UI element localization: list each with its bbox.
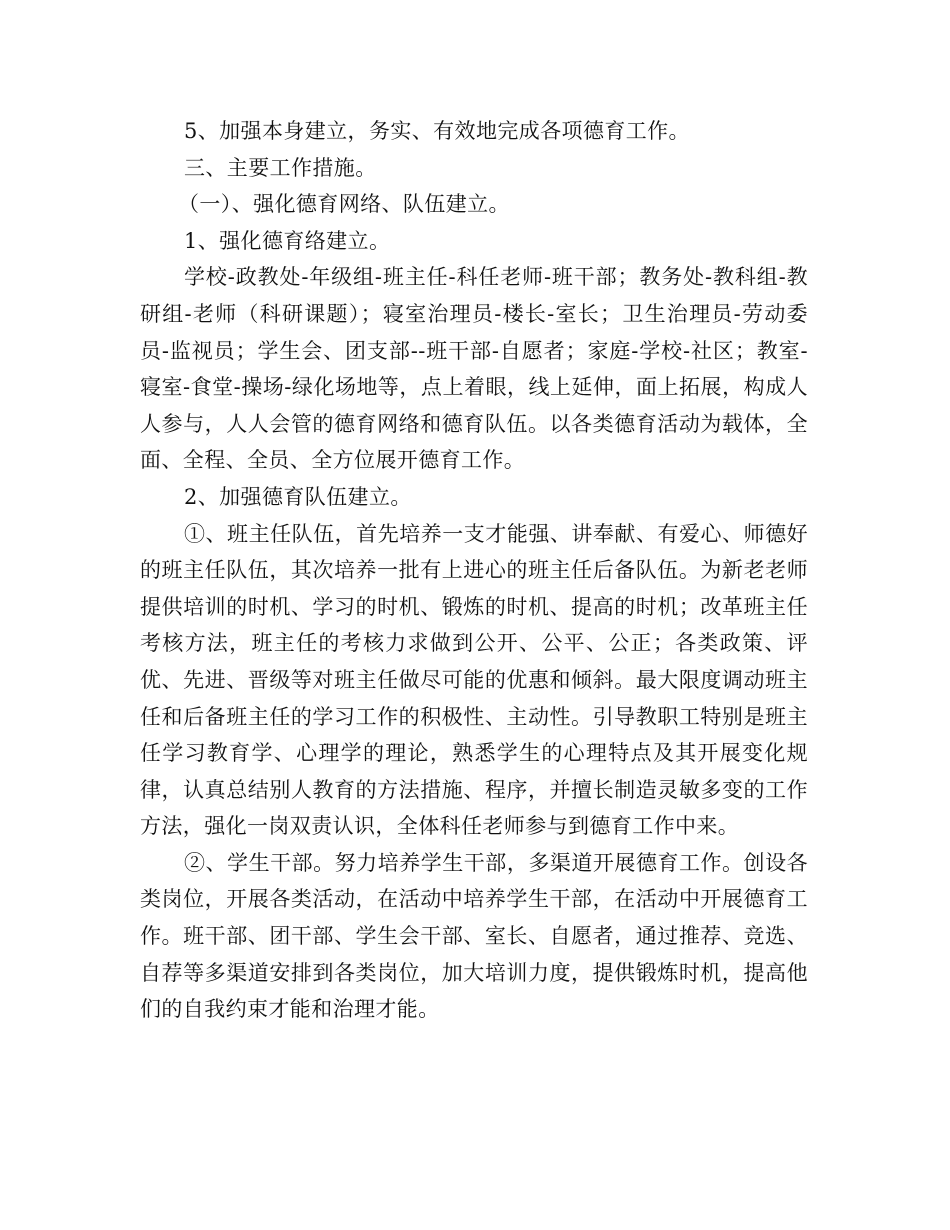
section-heading-main-measures: 三、主要工作措施。 <box>184 155 377 180</box>
paragraph-student-cadres: ②、学生干部。努力培养学生干部，多渠道开展德育工作。创设各类岗位，开展各类活动，在活动中培养学生干部，在活动中开展德育工作。班干部、团干部、学生会干部、室长、自愿者，通过推荐、竞选、自荐等多渠道安排到各类岗位，加大培训力度，提供锻炼时机，提高他们的自我约束才能和治理才能。 <box>140 850 808 1022</box>
paragraph-network-description: 学校-政教处-年级组-班主任-科任老师-班干部；教务处-教科组-教研组-老师（科研课题）；寝室治理员-楼长-室长；卫生治理员-劳动委员-监视员；学生会、团支部--班干部-自愿者；家庭-学校-社区；教室-寝室-食堂-操场-绿化场地等，点上着眼，线上延伸，面上拓展，构成人人参与，人人会管的德育网络和德育队伍。以各类德育活动为载体，全面、全程、全员、全方位展开德育工作。 <box>140 265 808 473</box>
document-body <box>140 113 808 1028</box>
paragraph-head-teacher-team: ①、班主任队伍，首先培养一支才能强、讲奉献、有爱心、师德好的班主任队伍，其次培养一批有上进心的班主任后备队伍。为新老老师提供培训的时机、学习的时机、锻炼的时机、提高的时机；改革班主任考核方法，班主任的考核力求做到公开、公平、公正；各类政策、评优、先进、晋级等对班主任做尽可能的优惠和倾斜。最大限度调动班主任和后备班主任的学习工作的积极性、主动性。引导教职工特别是班主任学习教育学、心理学的理论，熟悉学生的心理特点及其开展变化规律，认真总结别人教育的方法措施、程序，并擅长制造灵敏多变的工作方法，强化一岗双责认识，全体科任老师参与到德育工作中来。 <box>140 521 808 839</box>
item-heading-team: 2、加强德育队伍建立。 <box>184 484 412 509</box>
item-heading-network: 1、强化德育络建立。 <box>184 228 391 253</box>
subsection-heading-network-team: （一）、强化德育网络、队伍建立。 <box>178 192 510 217</box>
paragraph-item-5: 5、加强本身建立，务实、有效地完成各项德育工作。 <box>184 119 690 143</box>
